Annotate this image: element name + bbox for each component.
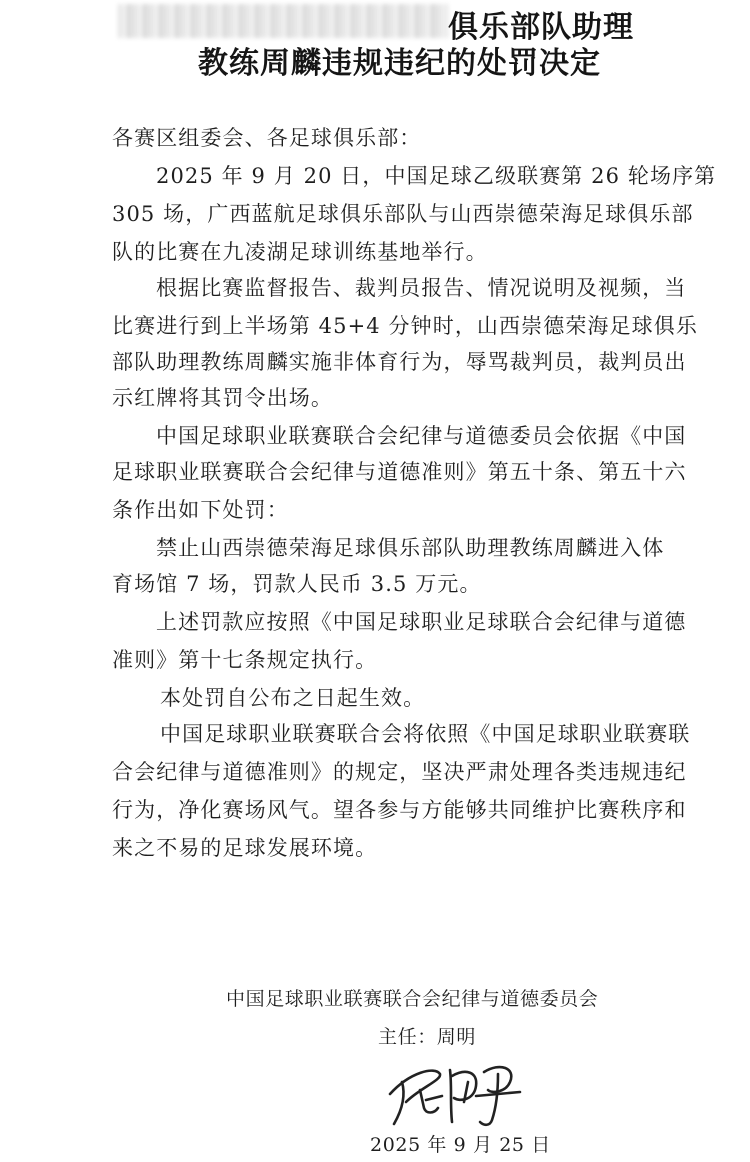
paragraph-2-line: 比赛进行到上半场第 45+4 分钟时，山西崇德荣海足球俱乐 <box>112 314 698 338</box>
redacted-title-area <box>118 4 448 38</box>
paragraph-4-line: 禁止山西崇德荣海足球俱乐部队助理教练周麟进入体 <box>156 536 665 560</box>
salutation: 各赛区组委会、各足球俱乐部： <box>112 126 422 150</box>
paragraph-2-line: 示红牌将其罚令出场。 <box>112 386 333 410</box>
paragraph-6-line: 本处罚自公布之日起生效。 <box>160 686 426 710</box>
paragraph-1-line: 2025 年 9 月 20 日，中国足球乙级联赛第 26 轮场序第 <box>156 164 717 188</box>
paragraph-2-line: 根据比赛监督报告、裁判员报告、情况说明及视频，当 <box>156 276 687 300</box>
paragraph-1-line: 305 场，广西蓝航足球俱乐部队与山西崇德荣海足球俱乐部 <box>112 202 694 226</box>
handwritten-signature <box>380 1052 530 1132</box>
director-line: 主任：周明 <box>378 1026 477 1048</box>
paragraph-3-line: 足球职业联赛联合会纪律与道德准则》第五十条、第五十六 <box>112 460 687 484</box>
paragraph-3-line: 中国足球职业联赛联合会纪律与道德委员会依据《中国 <box>156 424 687 448</box>
paragraph-2-line: 部队助理教练周麟实施非体育行为，辱骂裁判员，裁判员出 <box>112 350 687 374</box>
paragraph-1-line: 队的比赛在九凌湖足球训练基地举行。 <box>112 240 488 264</box>
paragraph-7-line: 中国足球职业联赛联合会将依照《中国足球职业联赛联 <box>160 722 691 746</box>
paragraph-4-line: 育场馆 7 场，罚款人民币 3.5 万元。 <box>112 572 482 596</box>
paragraph-5-line: 准则》第十七条规定执行。 <box>112 648 378 672</box>
paragraph-7-line: 来之不易的足球发展环境。 <box>112 836 378 860</box>
title-line-1: 俱乐部队助理 <box>448 10 634 45</box>
paragraph-3-line: 条作出如下处罚： <box>112 498 289 522</box>
paragraph-7-line: 行为，净化赛场风气。望各参与方能够共同维护比赛秩序和 <box>112 798 687 822</box>
paragraph-5-line: 上述罚款应按照《中国足球职业足球联合会纪律与道德 <box>156 610 687 634</box>
document-date: 2025 年 9 月 25 日 <box>370 1134 551 1156</box>
paragraph-7-line: 合会纪律与道德准则》的规定，坚决严肃处理各类违规违纪 <box>112 760 687 784</box>
committee-name: 中国足球职业联赛联合会纪律与道德委员会 <box>226 988 599 1010</box>
title-line-2: 教练周麟违规违纪的处罚决定 <box>198 46 601 81</box>
